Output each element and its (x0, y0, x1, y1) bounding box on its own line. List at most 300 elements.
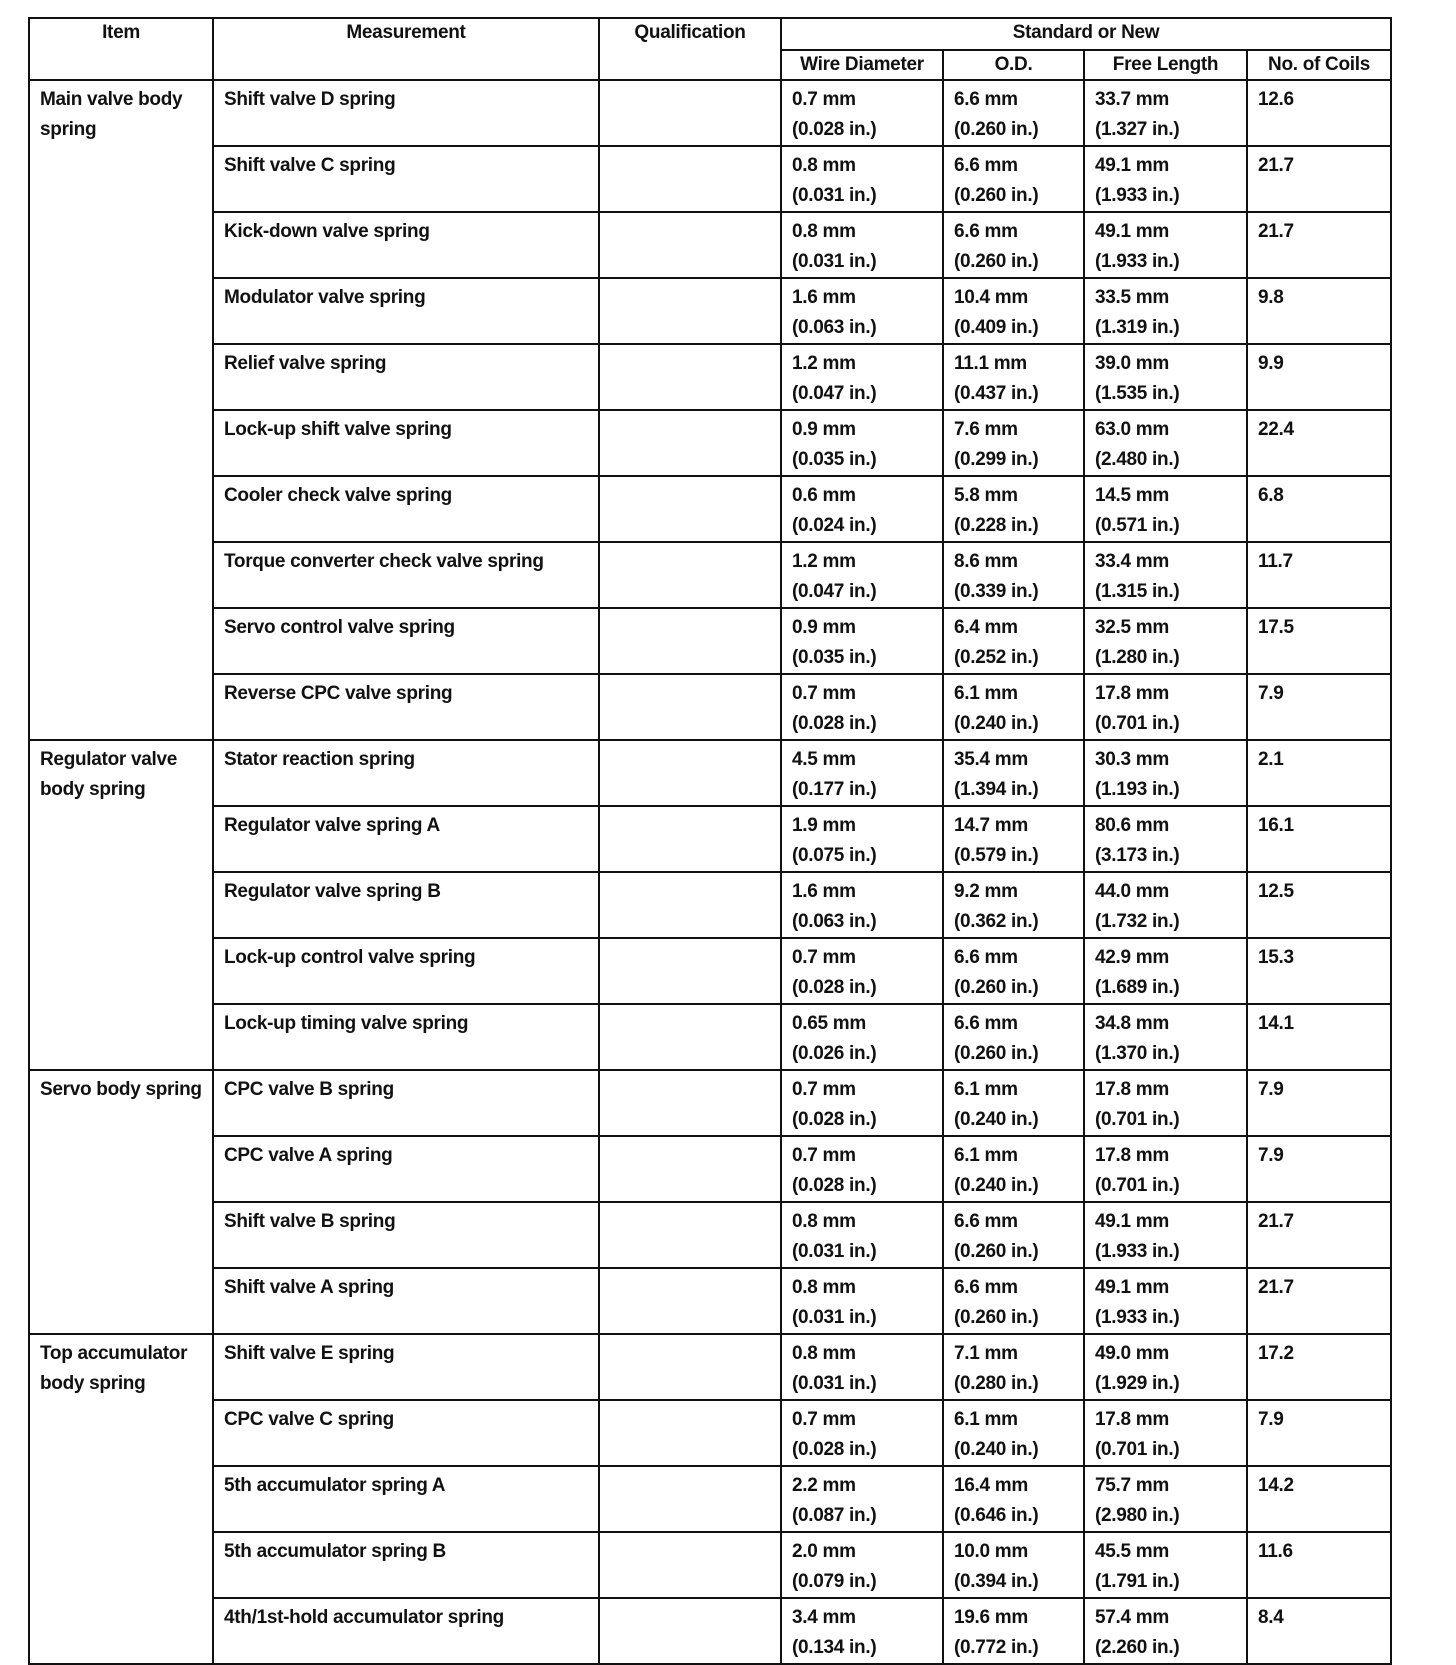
coils-cell: 7.9 (1247, 1136, 1391, 1202)
qualification-cell (599, 740, 781, 806)
qualification-cell (599, 674, 781, 740)
qualification-cell (599, 1136, 781, 1202)
od-cell-in: (0.579 in.) (954, 845, 1039, 866)
od-cell-mm: 35.4 mm (954, 749, 1028, 770)
coils-cell: 9.9 (1247, 344, 1391, 410)
free-length-cell-in: (1.327 in.) (1095, 119, 1180, 140)
free-length-cell (1084, 410, 1247, 476)
wire-diameter-cell (781, 344, 943, 410)
wire-diameter-cell-mm: 1.9 mm (792, 815, 856, 836)
wire-diameter-cell-mm: 0.7 mm (792, 1079, 856, 1100)
wire-diameter-cell (781, 1598, 943, 1664)
wire-diameter-cell (781, 410, 943, 476)
coils-cell: 21.7 (1247, 1202, 1391, 1268)
wire-diameter-cell-in: (0.026 in.) (792, 1043, 877, 1064)
free-length-cell-in: (1.535 in.) (1095, 383, 1180, 404)
table-row (29, 344, 1391, 410)
wire-diameter-cell-mm: 0.9 mm (792, 617, 856, 638)
table-row (29, 938, 1391, 1004)
measurement-cell: Shift valve A spring (213, 1268, 599, 1334)
measurement-cell: Shift valve C spring (213, 146, 599, 212)
od-cell-in: (0.260 in.) (954, 1307, 1039, 1328)
wire-diameter-cell-in: (0.047 in.) (792, 581, 877, 602)
od-cell-in: (0.260 in.) (954, 251, 1039, 272)
wire-diameter-cell-in: (0.031 in.) (792, 1241, 877, 1262)
od-cell-mm: 5.8 mm (954, 485, 1018, 506)
free-length-cell (1084, 1268, 1247, 1334)
table-row (29, 146, 1391, 212)
measurement-cell: 5th accumulator spring A (213, 1466, 599, 1532)
od-cell-in: (0.394 in.) (954, 1571, 1039, 1592)
wire-diameter-cell-in: (0.024 in.) (792, 515, 877, 536)
table-row (29, 608, 1391, 674)
table-row (29, 1268, 1391, 1334)
wire-diameter-cell-in: (0.031 in.) (792, 185, 877, 206)
table-row (29, 674, 1391, 740)
od-cell (943, 212, 1084, 278)
wire-diameter-cell-in: (0.028 in.) (792, 1109, 877, 1130)
header-qualification: Qualification (599, 18, 781, 80)
od-cell (943, 1268, 1084, 1334)
free-length-cell (1084, 1598, 1247, 1664)
header-od: O.D. (943, 50, 1084, 80)
measurement-cell: 4th/1st-hold accumulator spring (213, 1598, 599, 1664)
wire-diameter-cell-mm: 1.6 mm (792, 881, 856, 902)
coils-cell: 16.1 (1247, 806, 1391, 872)
coils-cell: 21.7 (1247, 212, 1391, 278)
table-row (29, 1004, 1391, 1070)
header-measurement: Measurement (213, 18, 599, 80)
od-cell-in: (0.240 in.) (954, 1109, 1039, 1130)
wire-diameter-cell (781, 938, 943, 1004)
item-group-cell: Top accumulator body spring (29, 1334, 213, 1664)
od-cell-in: (0.339 in.) (954, 581, 1039, 602)
qualification-cell (599, 212, 781, 278)
od-cell-mm: 7.6 mm (954, 419, 1018, 440)
od-cell-in: (0.280 in.) (954, 1373, 1039, 1394)
wire-diameter-cell-mm: 0.6 mm (792, 485, 856, 506)
wire-diameter-cell-in: (0.031 in.) (792, 1373, 877, 1394)
od-cell (943, 674, 1084, 740)
free-length-cell-in: (1.370 in.) (1095, 1043, 1180, 1064)
free-length-cell-in: (1.732 in.) (1095, 911, 1180, 932)
free-length-cell-mm: 42.9 mm (1095, 947, 1169, 968)
measurement-cell: Modulator valve spring (213, 278, 599, 344)
od-cell-in: (0.260 in.) (954, 119, 1039, 140)
qualification-cell (599, 542, 781, 608)
free-length-cell-in: (1.689 in.) (1095, 977, 1180, 998)
od-cell-in: (0.772 in.) (954, 1637, 1039, 1658)
measurement-cell: Regulator valve spring A (213, 806, 599, 872)
free-length-cell (1084, 542, 1247, 608)
free-length-cell-in: (1.929 in.) (1095, 1373, 1180, 1394)
free-length-cell (1084, 938, 1247, 1004)
od-cell-mm: 6.4 mm (954, 617, 1018, 638)
wire-diameter-cell-in: (0.047 in.) (792, 383, 877, 404)
item-group-cell: Regulator valve body spring (29, 740, 213, 1070)
wire-diameter-cell (781, 1400, 943, 1466)
od-cell-in: (1.394 in.) (954, 779, 1039, 800)
measurement-cell: Reverse CPC valve spring (213, 674, 599, 740)
free-length-cell (1084, 806, 1247, 872)
header-item: Item (29, 18, 213, 80)
qualification-cell (599, 1268, 781, 1334)
od-cell (943, 1598, 1084, 1664)
od-cell (943, 806, 1084, 872)
table-row (29, 212, 1391, 278)
wire-diameter-cell-mm: 2.0 mm (792, 1541, 856, 1562)
wire-diameter-cell (781, 146, 943, 212)
wire-diameter-cell-mm: 0.9 mm (792, 419, 856, 440)
coils-cell: 6.8 (1247, 476, 1391, 542)
free-length-cell (1084, 1400, 1247, 1466)
wire-diameter-cell (781, 1334, 943, 1400)
wire-diameter-cell-mm: 0.65 mm (792, 1013, 866, 1034)
qualification-cell (599, 1070, 781, 1136)
wire-diameter-cell-in: (0.087 in.) (792, 1505, 877, 1526)
table-row (29, 1532, 1391, 1598)
free-length-cell-mm: 17.8 mm (1095, 1079, 1169, 1100)
wire-diameter-cell (781, 1136, 943, 1202)
od-cell-mm: 9.2 mm (954, 881, 1018, 902)
coils-cell: 8.4 (1247, 1598, 1391, 1664)
od-cell (943, 146, 1084, 212)
wire-diameter-cell (781, 674, 943, 740)
wire-diameter-cell (781, 278, 943, 344)
table-row (29, 1136, 1391, 1202)
free-length-cell-in: (0.701 in.) (1095, 713, 1180, 734)
qualification-cell (599, 1004, 781, 1070)
wire-diameter-cell-mm: 0.7 mm (792, 89, 856, 110)
od-cell (943, 1400, 1084, 1466)
free-length-cell-in: (1.280 in.) (1095, 647, 1180, 668)
free-length-cell-mm: 63.0 mm (1095, 419, 1169, 440)
coils-cell: 11.7 (1247, 542, 1391, 608)
od-cell-mm: 6.1 mm (954, 1409, 1018, 1430)
wire-diameter-cell-mm: 0.8 mm (792, 1343, 856, 1364)
coils-cell: 11.6 (1247, 1532, 1391, 1598)
table-row (29, 1400, 1391, 1466)
qualification-cell (599, 1466, 781, 1532)
wire-diameter-cell-in: (0.177 in.) (792, 779, 877, 800)
free-length-cell-in: (1.315 in.) (1095, 581, 1180, 602)
od-cell-in: (0.409 in.) (954, 317, 1039, 338)
free-length-cell-in: (0.701 in.) (1095, 1439, 1180, 1460)
free-length-cell (1084, 1136, 1247, 1202)
od-cell (943, 278, 1084, 344)
free-length-cell-in: (1.933 in.) (1095, 1241, 1180, 1262)
free-length-cell-mm: 49.1 mm (1095, 1277, 1169, 1298)
measurement-cell: Cooler check valve spring (213, 476, 599, 542)
table-row (29, 278, 1391, 344)
od-cell-in: (0.437 in.) (954, 383, 1039, 404)
free-length-cell-mm: 17.8 mm (1095, 1409, 1169, 1430)
free-length-cell (1084, 1334, 1247, 1400)
wire-diameter-cell-mm: 4.5 mm (792, 749, 856, 770)
wire-diameter-cell-in: (0.134 in.) (792, 1637, 877, 1658)
od-cell-in: (0.646 in.) (954, 1505, 1039, 1526)
wire-diameter-cell-in: (0.035 in.) (792, 449, 877, 470)
od-cell-mm: 19.6 mm (954, 1607, 1028, 1628)
od-cell (943, 1334, 1084, 1400)
free-length-cell-in: (1.933 in.) (1095, 1307, 1180, 1328)
od-cell-mm: 6.6 mm (954, 1211, 1018, 1232)
free-length-cell (1084, 674, 1247, 740)
free-length-cell-in: (2.480 in.) (1095, 449, 1180, 470)
free-length-cell-mm: 14.5 mm (1095, 485, 1169, 506)
free-length-cell-in: (1.933 in.) (1095, 185, 1180, 206)
od-cell (943, 872, 1084, 938)
od-cell (943, 938, 1084, 1004)
free-length-cell-in: (3.173 in.) (1095, 845, 1180, 866)
wire-diameter-cell-mm: 0.7 mm (792, 947, 856, 968)
table-row (29, 542, 1391, 608)
od-cell-in: (0.252 in.) (954, 647, 1039, 668)
free-length-cell-mm: 57.4 mm (1095, 1607, 1169, 1628)
free-length-cell-in: (1.193 in.) (1095, 779, 1180, 800)
wire-diameter-cell-in: (0.075 in.) (792, 845, 877, 866)
od-cell-mm: 6.6 mm (954, 1277, 1018, 1298)
wire-diameter-cell-mm: 0.7 mm (792, 683, 856, 704)
coils-cell: 22.4 (1247, 410, 1391, 476)
measurement-cell: CPC valve C spring (213, 1400, 599, 1466)
free-length-cell-mm: 80.6 mm (1095, 815, 1169, 836)
measurement-cell: CPC valve B spring (213, 1070, 599, 1136)
free-length-cell-mm: 17.8 mm (1095, 1145, 1169, 1166)
od-cell-mm: 8.6 mm (954, 551, 1018, 572)
wire-diameter-cell (781, 1202, 943, 1268)
free-length-cell-mm: 33.5 mm (1095, 287, 1169, 308)
free-length-cell-mm: 49.1 mm (1095, 1211, 1169, 1232)
wire-diameter-cell (781, 542, 943, 608)
qualification-cell (599, 806, 781, 872)
wire-diameter-cell (781, 1070, 943, 1136)
od-cell (943, 1070, 1084, 1136)
free-length-cell (1084, 476, 1247, 542)
free-length-cell (1084, 278, 1247, 344)
wire-diameter-cell-mm: 1.6 mm (792, 287, 856, 308)
measurement-cell: Shift valve D spring (213, 80, 599, 146)
qualification-cell (599, 278, 781, 344)
free-length-cell-in: (0.701 in.) (1095, 1109, 1180, 1130)
measurement-cell: Lock-up control valve spring (213, 938, 599, 1004)
free-length-cell-in: (0.701 in.) (1095, 1175, 1180, 1196)
wire-diameter-cell-in: (0.079 in.) (792, 1571, 877, 1592)
wire-diameter-cell-in: (0.028 in.) (792, 713, 877, 734)
wire-diameter-cell-in: (0.028 in.) (792, 1439, 877, 1460)
wire-diameter-cell-mm: 2.2 mm (792, 1475, 856, 1496)
od-cell-in: (0.260 in.) (954, 1043, 1039, 1064)
wire-diameter-cell-in: (0.063 in.) (792, 317, 877, 338)
free-length-cell-in: (0.571 in.) (1095, 515, 1180, 536)
free-length-cell-mm: 33.7 mm (1095, 89, 1169, 110)
header-wire-diameter: Wire Diameter (781, 50, 943, 80)
table-row (29, 872, 1391, 938)
od-cell-in: (0.299 in.) (954, 449, 1039, 470)
free-length-cell-mm: 32.5 mm (1095, 617, 1169, 638)
qualification-cell (599, 410, 781, 476)
coils-cell: 14.1 (1247, 1004, 1391, 1070)
od-cell-in: (0.260 in.) (954, 1241, 1039, 1262)
qualification-cell (599, 1598, 781, 1664)
od-cell (943, 542, 1084, 608)
wire-diameter-cell-mm: 3.4 mm (792, 1607, 856, 1628)
od-cell-in: (0.240 in.) (954, 713, 1039, 734)
measurement-cell: Servo control valve spring (213, 608, 599, 674)
measurement-cell: Lock-up shift valve spring (213, 410, 599, 476)
table-row (29, 410, 1391, 476)
free-length-cell (1084, 212, 1247, 278)
free-length-cell (1084, 1466, 1247, 1532)
table-row (29, 740, 1391, 806)
measurement-cell: CPC valve A spring (213, 1136, 599, 1202)
qualification-cell (599, 476, 781, 542)
coils-cell: 21.7 (1247, 146, 1391, 212)
wire-diameter-cell (781, 80, 943, 146)
free-length-cell (1084, 1202, 1247, 1268)
od-cell-mm: 6.6 mm (954, 1013, 1018, 1034)
qualification-cell (599, 1532, 781, 1598)
coils-cell: 7.9 (1247, 674, 1391, 740)
qualification-cell (599, 1202, 781, 1268)
od-cell-mm: 6.1 mm (954, 683, 1018, 704)
item-group-cell: Main valve body spring (29, 80, 213, 740)
free-length-cell (1084, 872, 1247, 938)
coils-cell: 12.6 (1247, 80, 1391, 146)
table-row (29, 80, 1391, 146)
wire-diameter-cell (781, 212, 943, 278)
wire-diameter-cell (781, 872, 943, 938)
qualification-cell (599, 872, 781, 938)
qualification-cell (599, 608, 781, 674)
measurement-cell: Stator reaction spring (213, 740, 599, 806)
wire-diameter-cell-in: (0.035 in.) (792, 647, 877, 668)
table-row (29, 1070, 1391, 1136)
free-length-cell-in: (1.791 in.) (1095, 1571, 1180, 1592)
free-length-cell-mm: 45.5 mm (1095, 1541, 1169, 1562)
coils-cell: 12.5 (1247, 872, 1391, 938)
od-cell-mm: 14.7 mm (954, 815, 1028, 836)
od-cell (943, 1202, 1084, 1268)
table-row (29, 1202, 1391, 1268)
header-free-length: Free Length (1084, 50, 1247, 80)
coils-cell: 17.2 (1247, 1334, 1391, 1400)
od-cell-mm: 6.1 mm (954, 1145, 1018, 1166)
wire-diameter-cell (781, 1004, 943, 1070)
qualification-cell (599, 1334, 781, 1400)
wire-diameter-cell-mm: 0.8 mm (792, 221, 856, 242)
coils-cell: 14.2 (1247, 1466, 1391, 1532)
header-coils: No. of Coils (1247, 50, 1391, 80)
table-row (29, 1598, 1391, 1664)
od-cell-mm: 11.1 mm (954, 353, 1027, 374)
coils-cell: 9.8 (1247, 278, 1391, 344)
od-cell-in: (0.362 in.) (954, 911, 1039, 932)
qualification-cell (599, 938, 781, 1004)
free-length-cell-in: (1.933 in.) (1095, 251, 1180, 272)
spring-spec-table (28, 17, 1392, 1665)
od-cell (943, 1532, 1084, 1598)
qualification-cell (599, 146, 781, 212)
measurement-cell: Kick-down valve spring (213, 212, 599, 278)
od-cell (943, 410, 1084, 476)
coils-cell: 15.3 (1247, 938, 1391, 1004)
free-length-cell (1084, 740, 1247, 806)
od-cell (943, 476, 1084, 542)
wire-diameter-cell (781, 1466, 943, 1532)
free-length-cell-mm: 34.8 mm (1095, 1013, 1169, 1034)
wire-diameter-cell-mm: 0.8 mm (792, 1211, 856, 1232)
od-cell (943, 608, 1084, 674)
wire-diameter-cell-mm: 0.7 mm (792, 1145, 856, 1166)
wire-diameter-cell-in: (0.028 in.) (792, 977, 877, 998)
item-group-cell: Servo body spring (29, 1070, 213, 1334)
qualification-cell (599, 80, 781, 146)
coils-cell: 21.7 (1247, 1268, 1391, 1334)
free-length-cell-mm: 30.3 mm (1095, 749, 1169, 770)
table-row (29, 1466, 1391, 1532)
free-length-cell (1084, 1532, 1247, 1598)
od-cell-mm: 6.6 mm (954, 947, 1018, 968)
wire-diameter-cell-in: (0.063 in.) (792, 911, 877, 932)
wire-diameter-cell-mm: 1.2 mm (792, 353, 856, 374)
od-cell-mm: 6.6 mm (954, 221, 1018, 242)
wire-diameter-cell (781, 1532, 943, 1598)
wire-diameter-cell (781, 476, 943, 542)
od-cell-mm: 10.0 mm (954, 1541, 1028, 1562)
free-length-cell-mm: 17.8 mm (1095, 683, 1169, 704)
coils-cell: 7.9 (1247, 1400, 1391, 1466)
wire-diameter-cell-in: (0.031 in.) (792, 1307, 877, 1328)
free-length-cell-in: (1.319 in.) (1095, 317, 1180, 338)
qualification-cell (599, 1400, 781, 1466)
free-length-cell (1084, 344, 1247, 410)
qualification-cell (599, 344, 781, 410)
measurement-cell: Lock-up timing valve spring (213, 1004, 599, 1070)
od-cell (943, 80, 1084, 146)
coils-cell: 2.1 (1247, 740, 1391, 806)
free-length-cell-in: (2.260 in.) (1095, 1637, 1180, 1658)
od-cell (943, 740, 1084, 806)
od-cell (943, 1136, 1084, 1202)
od-cell-mm: 7.1 mm (954, 1343, 1018, 1364)
free-length-cell-mm: 39.0 mm (1095, 353, 1169, 374)
free-length-cell-mm: 75.7 mm (1095, 1475, 1169, 1496)
od-cell-mm: 6.6 mm (954, 155, 1018, 176)
wire-diameter-cell-mm: 1.2 mm (792, 551, 856, 572)
od-cell-mm: 16.4 mm (954, 1475, 1028, 1496)
table-row (29, 476, 1391, 542)
measurement-cell: 5th accumulator spring B (213, 1532, 599, 1598)
free-length-cell (1084, 80, 1247, 146)
od-cell (943, 1004, 1084, 1070)
coils-cell: 17.5 (1247, 608, 1391, 674)
od-cell-mm: 6.1 mm (954, 1079, 1018, 1100)
free-length-cell (1084, 608, 1247, 674)
free-length-cell-mm: 49.1 mm (1095, 221, 1169, 242)
measurement-cell: Regulator valve spring B (213, 872, 599, 938)
table-row (29, 1334, 1391, 1400)
free-length-cell-mm: 49.0 mm (1095, 1343, 1169, 1364)
measurement-cell: Relief valve spring (213, 344, 599, 410)
od-cell-in: (0.240 in.) (954, 1439, 1039, 1460)
wire-diameter-cell-in: (0.031 in.) (792, 251, 877, 272)
measurement-cell: Torque converter check valve spring (213, 542, 599, 608)
table-body (29, 80, 1391, 1664)
free-length-cell-mm: 49.1 mm (1095, 155, 1169, 176)
wire-diameter-cell-mm: 0.8 mm (792, 1277, 856, 1298)
free-length-cell-mm: 33.4 mm (1095, 551, 1169, 572)
